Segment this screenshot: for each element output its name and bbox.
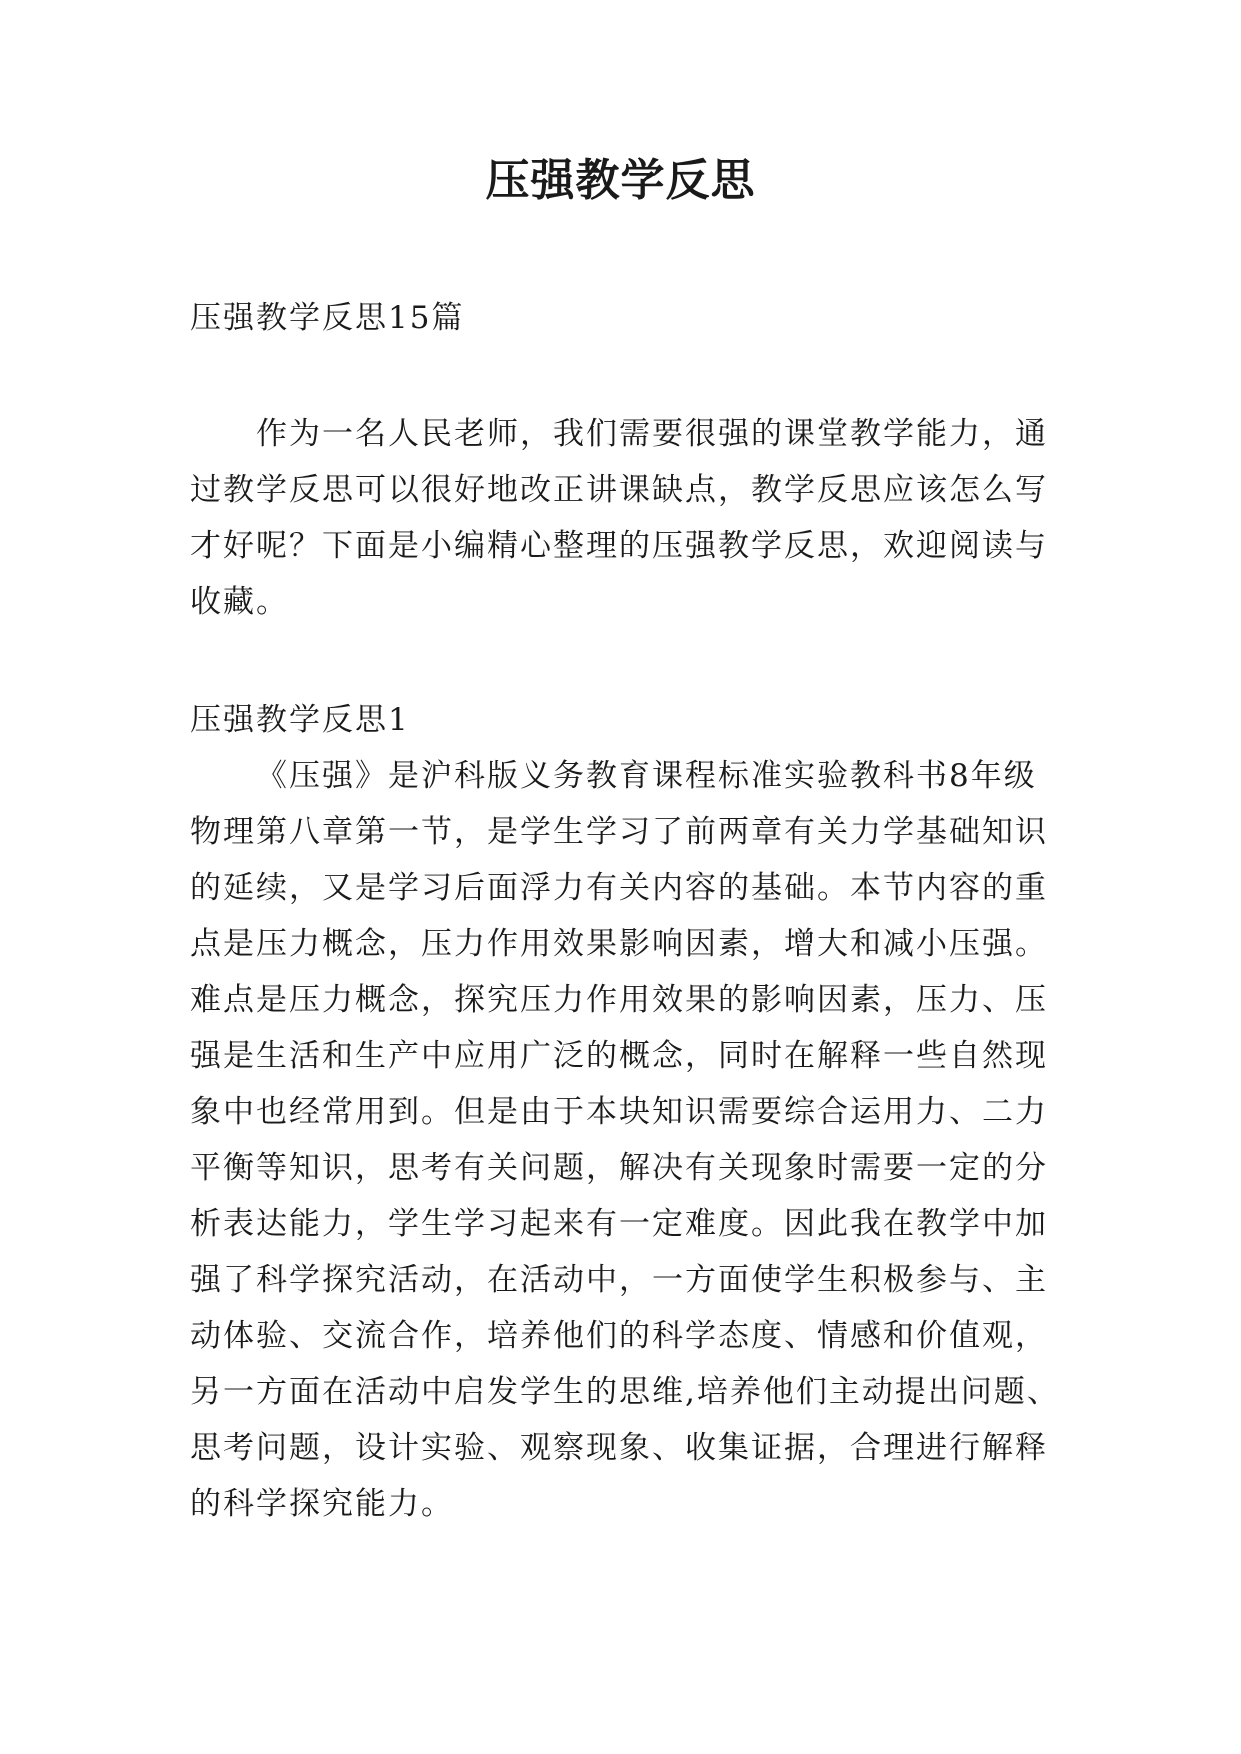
paragraph-line: 强是生活和生产中应用广泛的概念，同时在解释一些自然现 xyxy=(190,1038,1048,1074)
intro-line: 作为一名人民老师，我们需要很强的课堂教学能力，通 xyxy=(256,416,1048,452)
paragraph-line: 象中也经常用到。但是由于本块知识需要综合运用力、二力 xyxy=(190,1094,1048,1130)
paragraph-line: 《压强》是沪科版义务教育课程标准实验教科书8年级 xyxy=(256,758,1037,794)
paragraph-line: 点是压力概念，压力作用效果影响因素，增大和减小压强。 xyxy=(190,926,1048,962)
paragraph-line: 另一方面在活动中启发学生的思维,培养他们主动提出问题、 xyxy=(190,1374,1060,1410)
section-paragraph xyxy=(190,748,1070,1532)
paragraph-line: 动体验、交流合作，培养他们的科学态度、情感和价值观， xyxy=(190,1318,1048,1354)
paragraph-line: 思考问题，设计实验、观察现象、收集证据，合理进行解释 xyxy=(190,1430,1048,1466)
document-subtitle: 压强教学反思15篇 xyxy=(190,300,465,336)
intro-paragraph xyxy=(190,406,1070,630)
intro-line: 过教学反思可以很好地改正讲课缺点，教学反思应该怎么写 xyxy=(190,472,1048,508)
paragraph-line: 强了科学探究活动，在活动中，一方面使学生积极参与、主 xyxy=(190,1262,1048,1298)
paragraph-line: 的科学探究能力。 xyxy=(190,1486,454,1522)
paragraph-line: 平衡等知识，思考有关问题，解决有关现象时需要一定的分 xyxy=(190,1150,1048,1186)
paragraph-line: 的延续，又是学习后面浮力有关内容的基础。本节内容的重 xyxy=(190,870,1048,906)
intro-line: 才好呢？下面是小编精心整理的压强教学反思，欢迎阅读与 xyxy=(190,528,1048,564)
paragraph-line: 析表达能力，学生学习起来有一定难度。因此我在教学中加 xyxy=(190,1206,1048,1242)
section-heading: 压强教学反思1 xyxy=(190,702,410,738)
document-title: 压强教学反思 xyxy=(485,155,756,206)
paragraph-line: 难点是压力概念，探究压力作用效果的影响因素，压力、压 xyxy=(190,982,1048,1018)
intro-line: 收藏。 xyxy=(190,584,289,620)
paragraph-line: 物理第八章第一节，是学生学习了前两章有关力学基础知识 xyxy=(190,814,1048,850)
